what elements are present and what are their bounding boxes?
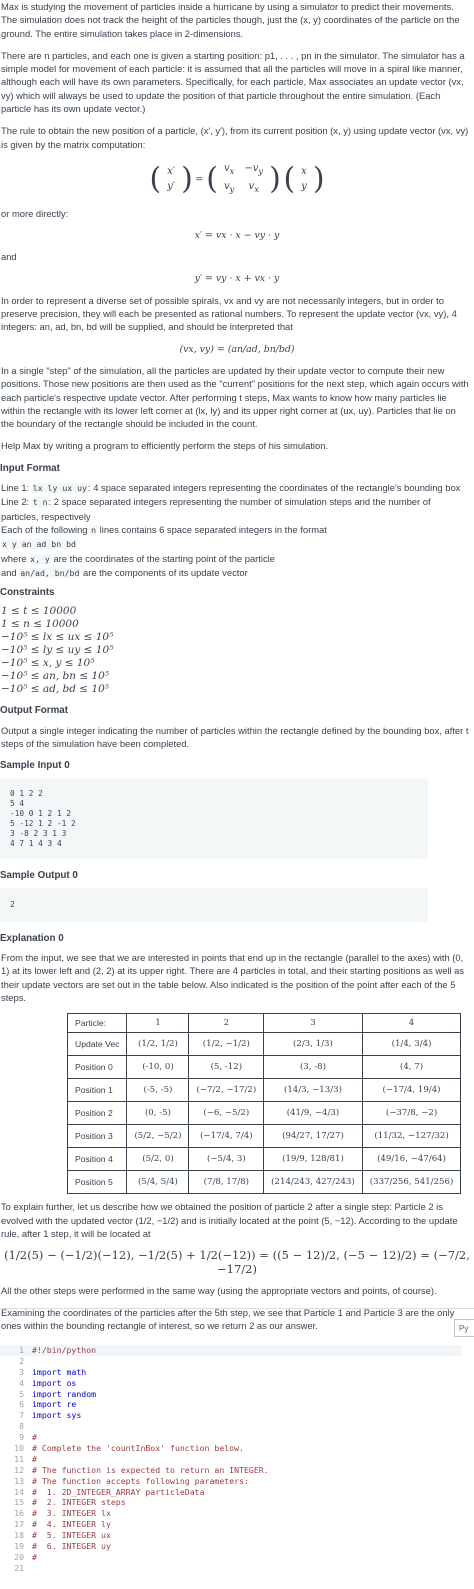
table-cell: (2/3, 1/3) <box>264 1033 363 1056</box>
table-cell: 1 <box>127 1014 189 1033</box>
line-number: 16 <box>14 1508 24 1519</box>
line-number: 17 <box>14 1519 24 1530</box>
line-number: 13 <box>14 1475 24 1486</box>
code-line[interactable] <box>0 1487 462 1498</box>
code-line[interactable] <box>0 1410 462 1421</box>
table-cell: Particle: <box>68 1014 127 1033</box>
line-number: 5 <box>19 1388 24 1399</box>
line-number: 12 <box>14 1464 24 1475</box>
line-number: 8 <box>19 1421 24 1432</box>
intro-paragraph-2: There are n particles, and each one is given a starting position: p1, . . . , pn in the simulator. The simulator has a simple model for movement of each particle: it is assumed that all the particles will move in a spiral like manner, although each will have its own parameters. Specifically, for each particle, Max associates an update vector (vx, vy) which will always be used to update the position of that particle throughout the entire simulation. (Each particle has its own update vector.) <box>1 49 465 115</box>
table-cell: (0, -5) <box>127 1102 189 1125</box>
constraint-item: −10⁵ ≤ x, y ≤ 10⁵ <box>1 657 95 670</box>
code-text[interactable]: # 2. INTEGER steps <box>32 1497 126 1508</box>
table-cell: (337/256, 541/256) <box>362 1171 461 1194</box>
table-cell: Position 1 <box>68 1079 127 1102</box>
line-number: 20 <box>14 1551 24 1562</box>
code-line[interactable] <box>0 1552 462 1563</box>
code-line[interactable] <box>0 1497 462 1508</box>
rule-paragraph: The rule to obtain the new position of a particle, (x′, y′), from its current position (x, y) using update vector (vx, vy) is given by the matrix computation: <box>1 125 469 150</box>
line-number: 6 <box>19 1399 24 1410</box>
constraint-item: −10⁵ ≤ lx ≤ ux ≤ 10⁵ <box>1 631 114 644</box>
code-line[interactable] <box>0 1508 462 1519</box>
intro-paragraph-1: Max is studying the movement of particles inside a hurricane by using a simulator to predict their movements. The simulation does not track the height of the particles though, just the (x, y) coordinates of the particle on the ground. The entire simulation takes place in 2-dimensions. <box>1 1 460 39</box>
table-cell: (11/32, −127/32) <box>362 1125 461 1148</box>
positions-table <box>67 1013 461 1194</box>
code-line[interactable] <box>0 1530 462 1541</box>
explanation-heading: Explanation 0 <box>0 932 64 944</box>
code-text[interactable]: import re <box>32 1399 77 1410</box>
code-line[interactable] <box>0 1421 462 1432</box>
table-row <box>68 1125 461 1148</box>
sample-input-block: 0 1 2 2 5 4 -10 0 1 2 1 2 5 -12 1 2 -1 2 3 -8 2 3 1 3 4 7 1 4 3 4 <box>0 779 428 859</box>
table-cell: (−37/8, −2) <box>362 1102 461 1125</box>
table-cell: 2 <box>189 1014 264 1033</box>
line-number: 2 <box>19 1355 24 1366</box>
code-text[interactable]: # 1. 2D_INTEGER_ARRAY particleData <box>32 1486 205 1497</box>
line-number: 3 <box>19 1366 24 1377</box>
code-line[interactable] <box>0 1345 462 1356</box>
code-text[interactable]: # The function is expected to return an INTEGER. <box>32 1464 269 1475</box>
matrix-equation: ( x′ y′ ) = ( $v_x$ $-v_y$ $v_y$ $v_x$ ) ( x y ) <box>149 161 325 197</box>
table-cell: (5/2, 0) <box>127 1148 189 1171</box>
code-line[interactable] <box>0 1356 462 1367</box>
and-text: and <box>1 251 17 263</box>
table-cell: (3, -8) <box>264 1056 363 1079</box>
constraint-item: 1 ≤ n ≤ 10000 <box>1 618 79 631</box>
table-cell: (4, 7) <box>362 1056 461 1079</box>
code-line[interactable] <box>0 1443 462 1454</box>
table-cell: (41/9, −4/3) <box>264 1102 363 1125</box>
equation-x: x′ = vx · x − vy · y <box>194 229 280 241</box>
table-row <box>68 1171 461 1194</box>
or-more-directly: or more directly: <box>1 207 69 219</box>
code-text[interactable]: # 4. INTEGER ly <box>32 1519 111 1530</box>
sample-output-block: 2 <box>0 888 428 922</box>
code-line[interactable] <box>0 1563 462 1574</box>
table-cell: (-10, 0) <box>127 1056 189 1079</box>
code-line[interactable] <box>0 1389 462 1400</box>
table-row <box>68 1033 461 1056</box>
same-way-text: All the other steps were performed in the same way (using the appropriate vectors and points, of course). <box>1 1284 437 1296</box>
equation-y: y′ = vy · x + vx · y <box>194 273 280 285</box>
explanation-text: From the input, we see that we are interested in points that end up in the rectangle (parallel to the axes) with (0, 1) at its lower left and (2, 2) at its upper right. There are 4 particles in total, and their starting positions as well as their update vectors are set out in the table below. Also indicated is the position of the point after each of the 5 steps. <box>1 952 465 1004</box>
code-line[interactable] <box>0 1476 462 1487</box>
language-selector[interactable]: Py <box>454 1319 474 1337</box>
table-cell: (5, -12) <box>189 1056 264 1079</box>
line-number: 19 <box>14 1541 24 1552</box>
table-cell: (5/4, 5/4) <box>127 1171 189 1194</box>
code-text[interactable]: #!/bin/python <box>32 1345 97 1355</box>
code-text[interactable]: # 6. INTEGER uy <box>32 1541 111 1552</box>
code-line[interactable] <box>0 1378 462 1389</box>
table-cell: Position 2 <box>68 1102 127 1125</box>
table-cell: Position 0 <box>68 1056 127 1079</box>
table-cell: (−5/4, 3) <box>189 1148 264 1171</box>
table-cell: (19/9, 128/81) <box>264 1148 363 1171</box>
table-row <box>68 1014 461 1033</box>
line-number: 9 <box>19 1432 24 1443</box>
input-format-heading: Input Format <box>0 462 60 474</box>
code-editor[interactable] <box>0 1308 474 1589</box>
code-text[interactable]: # <box>32 1453 37 1464</box>
code-line[interactable] <box>0 1399 462 1410</box>
table-cell: Position 4 <box>68 1148 127 1171</box>
constraint-item: −10⁵ ≤ ad, bd ≤ 10⁵ <box>1 683 109 696</box>
table-cell: (1/2, 1/2) <box>127 1033 189 1056</box>
help-paragraph: Help Max by writing a program to efficiently perform the steps of his simulation. <box>1 440 329 452</box>
code-line[interactable] <box>0 1465 462 1476</box>
step-paragraph: In a single "step" of the simulation, all the particles are updated by their update vector to compute their new positions. Those new positions are then used as the "current" positions for the next step, which again occurs with each particle's respective update vector. After performing t steps, Max wants to know how many particles lie within the rectangle with its lower left corner at (lx, ly) and its upper right corner at (ux, uy). Particles that lie on the boundary of the rectangle should be included in the count. <box>1 364 469 430</box>
line-number: 10 <box>14 1443 24 1454</box>
table-cell: (1/2, −1/2) <box>189 1033 264 1056</box>
table-cell: (94/27, 17/27) <box>264 1125 363 1148</box>
line-number: 15 <box>14 1497 24 1508</box>
table-cell: Update Vec <box>68 1033 127 1056</box>
code-line[interactable] <box>0 1454 462 1465</box>
worked-equation: (1/2(5) − (−1/2)(−12), −1/2(5) + 1/2(−12)) = ((5 − 12)/2, (−5 − 12)/2) = (−7/2, −17/2) <box>4 1248 470 1276</box>
constraints-list <box>0 605 474 696</box>
output-format-heading: Output Format <box>0 705 69 717</box>
table-cell: 3 <box>264 1014 363 1033</box>
table-cell: 4 <box>362 1014 461 1033</box>
table-cell: (−17/4, 19/4) <box>362 1079 461 1102</box>
sample-input-heading: Sample Input 0 <box>0 760 70 772</box>
code-text[interactable]: import sys <box>32 1410 82 1421</box>
code-text[interactable]: import math <box>32 1366 87 1377</box>
equation-v: (vx, vy) = (an/ad, bn/bd) <box>179 343 295 355</box>
table-cell: Position 3 <box>68 1125 127 1148</box>
code-area[interactable] <box>0 1345 462 1574</box>
rational-paragraph: In order to represent a diverse set of possible spirals, vx and vy are not necessarily integers, but in order to preserve precision, they will each be presented as rational numbers. To represent the update vector (vx, vy), 4 integers: an, ad, bn, bd will be supplied, and should be interpreted that <box>1 294 457 333</box>
sample-output-heading: Sample Output 0 <box>0 869 78 881</box>
table-cell: (1/4, 3/4) <box>362 1033 461 1056</box>
input-format-body: Line 1: lx ly ux uy: 4 space separated integers representing the coordinates of the rectangle's bounding box Line 2: t n: 2 space separated integers representing the number of simulation steps and the number of particles, respectively Each of the following n lines contains 6 space separated integers in the format x y an ad bn bd where x, y are the coordinates of the starting point of the particle and an/ad, bn/bd are the components of its update vector <box>1 482 461 578</box>
table-cell: (7/8, 17/8) <box>189 1171 264 1194</box>
code-text[interactable]: # 5. INTEGER ux <box>32 1530 111 1541</box>
table-cell: (-5, -5) <box>127 1079 189 1102</box>
table-cell: (5/2, −5/2) <box>127 1125 189 1148</box>
code-text[interactable]: import os <box>32 1377 77 1388</box>
code-line[interactable] <box>0 1519 462 1530</box>
table-cell: (214/243, 427/243) <box>264 1171 363 1194</box>
line-number: 11 <box>14 1453 24 1464</box>
line-number: 7 <box>19 1410 24 1421</box>
table-row <box>68 1102 461 1125</box>
conclusion-text: Examining the coordinates of the particles after the 5th step, we see that Particle 1 and Particle 3 are the only ones within the bounding rectangle of interest, so we return 2 as our answer. <box>1 1307 455 1332</box>
code-text[interactable]: # Complete the 'countInBox' function below. <box>32 1443 244 1454</box>
code-line[interactable] <box>0 1541 462 1552</box>
code-line[interactable] <box>0 1367 462 1378</box>
output-format-text: Output a single integer indicating the number of particles within the rectangle defined by the bounding box, after t steps of the simulation have been completed. <box>1 724 469 749</box>
table-cell: (−17/4, 7/4) <box>189 1125 264 1148</box>
line-number: 18 <box>14 1530 24 1541</box>
constraint-item: 1 ≤ t ≤ 10000 <box>1 605 77 618</box>
table-cell: (49/16, −47/64) <box>362 1148 461 1171</box>
table-cell: Position 5 <box>68 1171 127 1194</box>
code-line[interactable] <box>0 1432 462 1443</box>
further-explanation: To explain further, let us describe how we obtained the position of particle 2 after a single step: Particle 2 is evolved with the updated vector (1/2, −1/2) and is initially located at the point (5, −12). According to the update rule, after 1 step, it will be located at <box>1 1201 458 1239</box>
table-row <box>68 1079 461 1102</box>
constraints-heading: Constraints <box>0 587 55 599</box>
table-cell: (−7/2, −17/2) <box>189 1079 264 1102</box>
code-text[interactable]: # <box>32 1551 37 1562</box>
table-cell: (14/3, −13/3) <box>264 1079 363 1102</box>
table-cell: (−6, −5/2) <box>189 1102 264 1125</box>
constraint-item: −10⁵ ≤ an, bn ≤ 10⁵ <box>1 670 110 683</box>
line-number: 4 <box>19 1377 24 1388</box>
code-text[interactable]: # <box>32 1432 37 1443</box>
table-row <box>68 1148 461 1171</box>
table-row <box>68 1056 461 1079</box>
code-text[interactable]: # 3. INTEGER lx <box>32 1508 111 1519</box>
constraint-item: −10⁵ ≤ ly ≤ uy ≤ 10⁵ <box>1 644 114 657</box>
line-number: 21 <box>14 1562 24 1573</box>
line-number: 1 <box>19 1345 24 1355</box>
code-text[interactable]: import random <box>32 1388 97 1399</box>
line-number: 14 <box>14 1486 24 1497</box>
code-text[interactable]: # The function accepts following parameters: <box>32 1475 249 1486</box>
